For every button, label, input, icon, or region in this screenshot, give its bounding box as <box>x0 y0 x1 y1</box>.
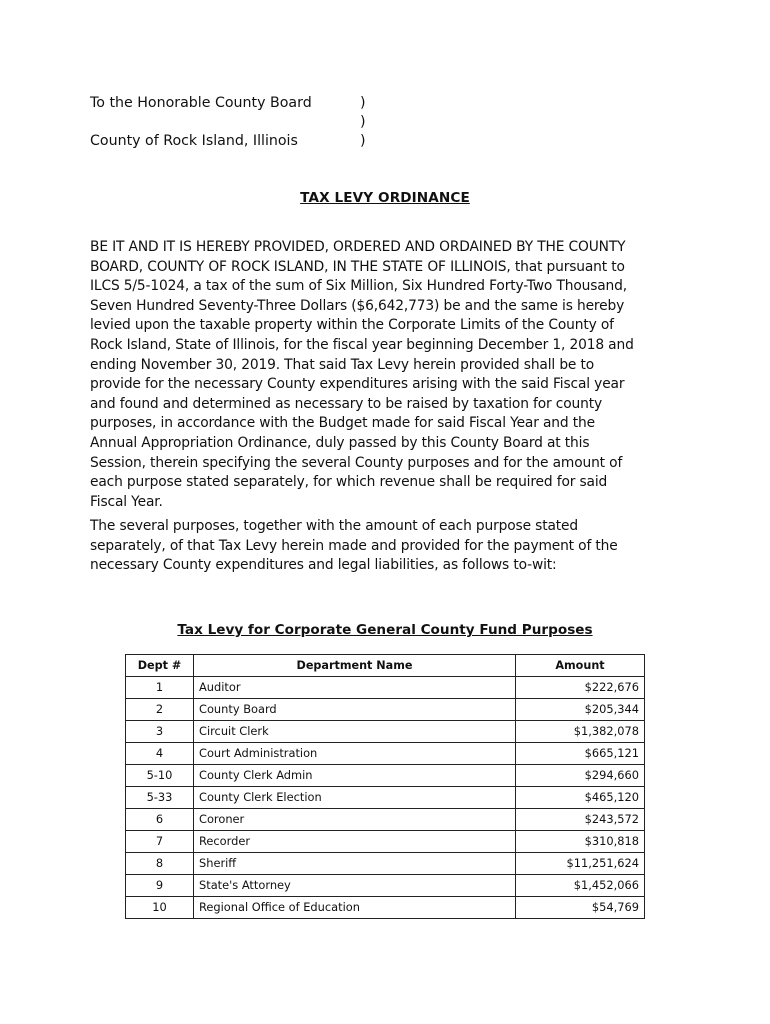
purposes-paragraph <box>90 517 680 576</box>
cell-amount: $11,251,624 <box>516 853 645 875</box>
cell-amount: $465,120 <box>516 787 645 809</box>
cell-name: State's Attorney <box>194 875 516 897</box>
table-row <box>126 743 645 765</box>
cell-amount: $1,382,078 <box>516 721 645 743</box>
paragraph-line: levied upon the taxable property within the Corporate Limits of the County of <box>90 317 614 334</box>
paragraph-line: BE IT AND IT IS HEREBY PROVIDED, ORDERED AND ORDAINED BY THE COUNTY <box>90 239 626 255</box>
paragraph-line: ILCS 5/5-1024, a tax of the sum of Six Million, Six Hundred Forty-Two Thousand, <box>90 278 627 295</box>
caption-paren: ) <box>360 133 366 149</box>
cell-dept: 1 <box>126 677 194 699</box>
cell-dept: 6 <box>126 809 194 831</box>
caption-paren: ) <box>360 114 366 130</box>
cell-amount: $310,818 <box>516 831 645 853</box>
paragraph-line: and found and determined as necessary to be raised by taxation for county <box>90 395 602 412</box>
cell-amount: $243,572 <box>516 809 645 831</box>
cell-dept: 10 <box>126 897 194 919</box>
cell-name: Coroner <box>194 809 516 831</box>
table-row <box>126 831 645 853</box>
cell-name: Auditor <box>194 677 516 699</box>
table-row <box>126 853 645 875</box>
cell-dept: 4 <box>126 743 194 765</box>
cell-name: County Board <box>194 699 516 721</box>
paragraph-line: The several purposes, together with the amount of each purpose stated <box>90 518 578 534</box>
ordinance-paragraph <box>90 238 680 512</box>
paragraph-line: Session, therein specifying the several County purposes and for the amount of <box>90 454 623 471</box>
paragraph-line: separately, of that Tax Levy herein made and provided for the payment of the <box>90 537 618 554</box>
paragraph-line: Seven Hundred Seventy-Three Dollars ($6,642,773) be and the same is hereby <box>90 297 625 314</box>
cell-name: Recorder <box>194 831 516 853</box>
cell-amount: $294,660 <box>516 765 645 787</box>
cell-dept: 7 <box>126 831 194 853</box>
caption-addressee: To the Honorable County Board <box>90 95 312 111</box>
header-dept: Dept # <box>126 655 194 677</box>
paragraph-line: Annual Appropriation Ordinance, duly passed by this County Board at this <box>90 434 590 451</box>
table-row <box>126 721 645 743</box>
table-row <box>126 875 645 897</box>
paragraph-line: Fiscal Year. <box>90 493 163 510</box>
cell-dept: 5-33 <box>126 787 194 809</box>
header-amount: Amount <box>516 655 645 677</box>
cell-dept: 5-10 <box>126 765 194 787</box>
cell-amount: $1,452,066 <box>516 875 645 897</box>
caption-paren: ) <box>360 95 366 111</box>
cell-name: Regional Office of Education <box>194 897 516 919</box>
cell-dept: 2 <box>126 699 194 721</box>
paragraph-line: provide for the necessary County expenditures arising with the said Fiscal year <box>90 376 625 393</box>
paragraph-line: purposes, in accordance with the Budget made for said Fiscal Year and the <box>90 415 595 432</box>
cell-name: Circuit Clerk <box>194 721 516 743</box>
levy-table <box>125 654 645 919</box>
table-row <box>126 787 645 809</box>
cell-dept: 8 <box>126 853 194 875</box>
cell-name: County Clerk Admin <box>194 765 516 787</box>
paragraph-line: ending November 30, 2019. That said Tax Levy herein provided shall be to <box>90 356 595 373</box>
table-row <box>126 809 645 831</box>
cell-amount: $222,676 <box>516 677 645 699</box>
table-title: Tax Levy for Corporate General County Fund Purposes <box>177 622 593 638</box>
cell-amount: $205,344 <box>516 699 645 721</box>
document-title: TAX LEVY ORDINANCE <box>300 190 470 206</box>
cell-name: Court Administration <box>194 743 516 765</box>
cell-name: County Clerk Election <box>194 787 516 809</box>
table-row <box>126 765 645 787</box>
paragraph-line: necessary County expenditures and legal liabilities, as follows to-wit: <box>90 557 557 574</box>
caption-county: County of Rock Island, Illinois <box>90 133 298 149</box>
cell-name: Sheriff <box>194 853 516 875</box>
paragraph-line: Rock Island, State of Illinois, for the fiscal year beginning December 1, 2018 and <box>90 336 634 353</box>
header-department-name: Department Name <box>194 655 516 677</box>
paragraph-line: each purpose stated separately, for which revenue shall be required for said <box>90 474 608 491</box>
paragraph-line: BOARD, COUNTY OF ROCK ISLAND, IN THE STATE OF ILLINOIS, that pursuant to <box>90 258 625 275</box>
cell-dept: 9 <box>126 875 194 897</box>
table-row <box>126 897 645 919</box>
table-header-row <box>126 655 645 677</box>
table-row <box>126 677 645 699</box>
table-row <box>126 699 645 721</box>
cell-amount: $665,121 <box>516 743 645 765</box>
cell-dept: 3 <box>126 721 194 743</box>
cell-amount: $54,769 <box>516 897 645 919</box>
